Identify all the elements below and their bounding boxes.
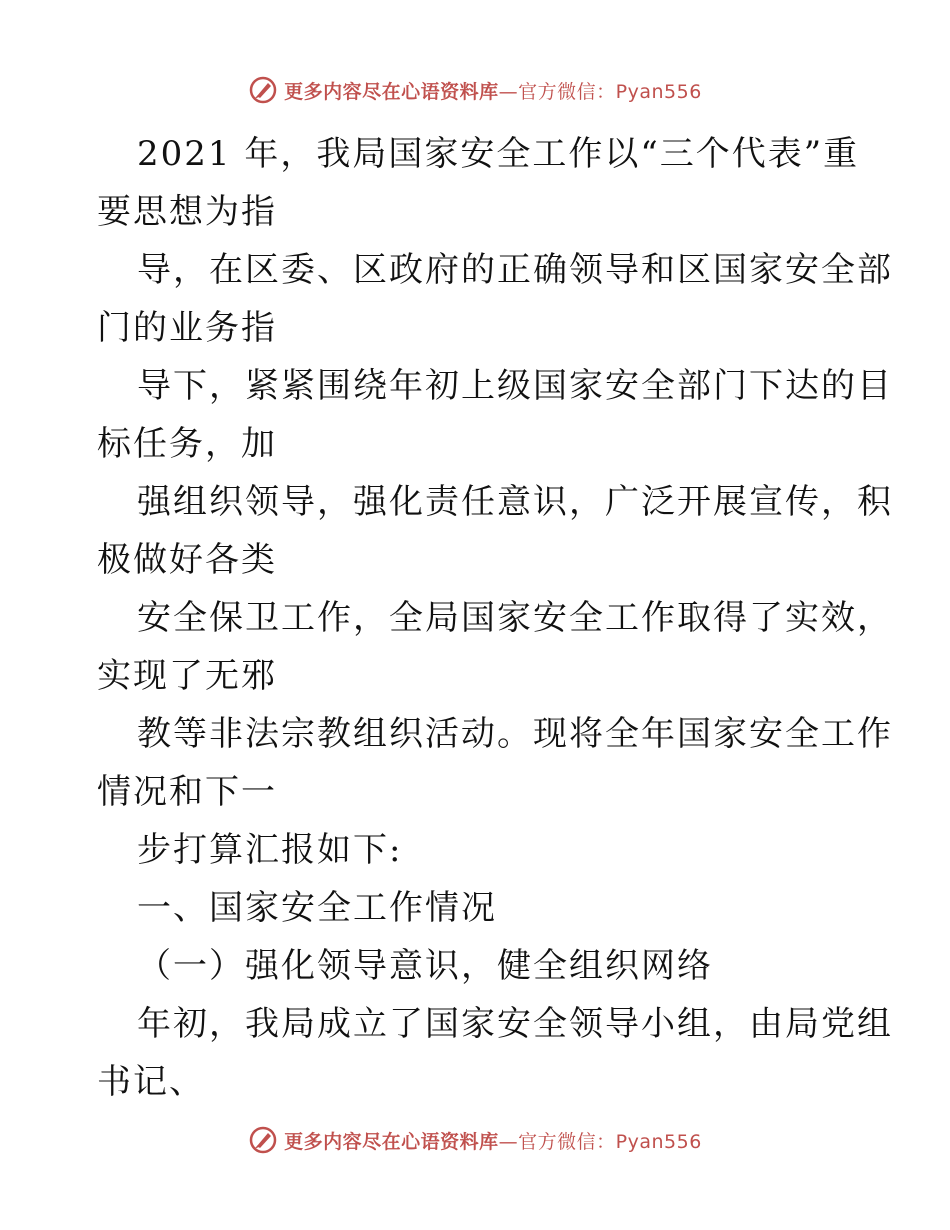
watermark-sub: —官方微信：Pyan556 — [498, 1130, 702, 1153]
document-line: 导，在区委、区政府的正确领导和区国家安全部 — [137, 250, 893, 290]
document-line: 实现了无邪 — [97, 656, 277, 696]
brush-logo-icon — [248, 75, 278, 105]
document-line: 强组织领导，强化责任意识，广泛开展宣传，积 — [137, 482, 893, 522]
brush-logo-icon — [248, 1125, 278, 1155]
watermark-main: 更多内容尽在心语资料库 — [284, 80, 499, 103]
document-line: 一、国家安全工作情况 — [137, 888, 497, 928]
document-body — [97, 125, 893, 1111]
document-line: 步打算汇报如下: — [137, 830, 403, 870]
document-line: 2021 年，我局国家安全工作以“三个代表”重 — [137, 134, 860, 174]
document-line: 教等非法宗教组织活动。现将全年国家安全工作 — [137, 714, 893, 754]
document-line: 年初，我局成立了国家安全领导小组，由局党组 — [137, 1004, 893, 1044]
watermark-sub: —官方微信：Pyan556 — [498, 80, 702, 103]
document-line: 要思想为指 — [97, 192, 277, 232]
watermark-banner-top — [0, 70, 950, 110]
document-line: 门的业务指 — [97, 308, 277, 348]
watermark-text — [284, 1127, 702, 1154]
document-line: 安全保卫工作，全局国家安全工作取得了实效， — [137, 598, 893, 638]
document-line: （一）强化领导意识，健全组织网络 — [137, 946, 713, 986]
document-line: 标任务，加 — [97, 424, 277, 464]
document-line: 导下，紧紧围绕年初上级国家安全部门下达的目 — [137, 366, 893, 406]
document-line: 情况和下一 — [97, 772, 277, 812]
watermark-main: 更多内容尽在心语资料库 — [284, 1130, 499, 1153]
document-line: 书记、 — [97, 1062, 205, 1102]
watermark-text — [284, 77, 702, 104]
watermark-banner-bottom — [0, 1120, 950, 1160]
document-line: 极做好各类 — [97, 540, 277, 580]
